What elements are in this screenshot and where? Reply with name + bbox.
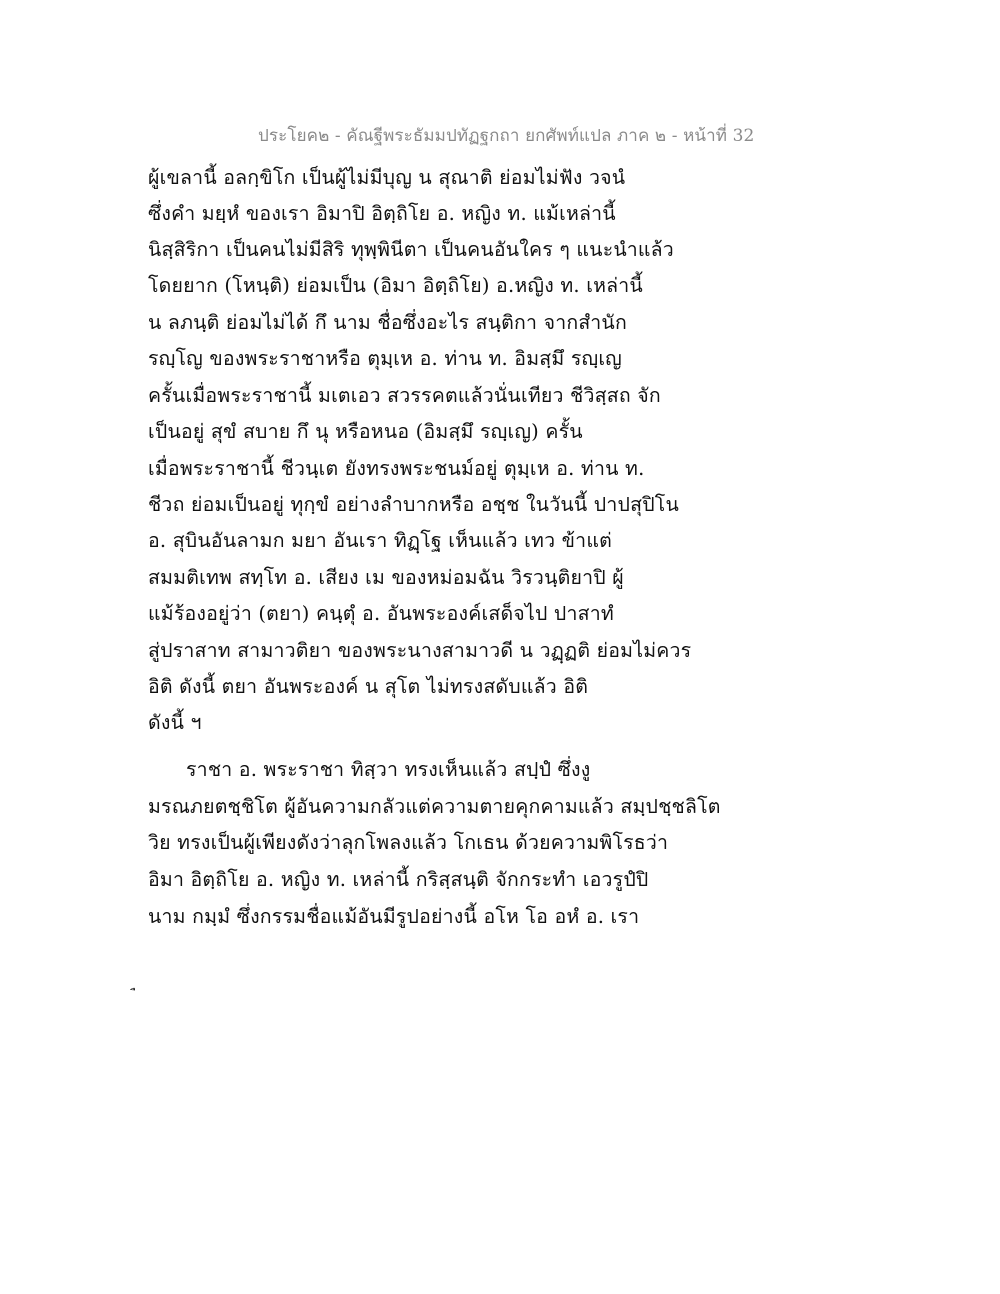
text-line: รญฺโญ ของพระราชาหรือ ตุมฺเห อ. ท่าน ท. อิมสฺมึ รญฺเญ: [148, 347, 623, 370]
stray-vowel-mark: [136, 990, 146, 998]
text-line: ชีวถ ย่อมเป็นอยู่ ทุกฺขํ อย่างลำบากหรือ อชฺช ในวันนี้ ปาปสุปิโน: [148, 493, 679, 516]
text-line: น ลภนฺติ ย่อมไม่ได้ กึ นาม ชื่อซึ่งอะไร สนฺติกา จากสำนัก: [148, 311, 627, 334]
text-line: เป็นอยู่ สุขํ สบาย กึ นุ หรือหนอ (อิมสฺมึ รญฺเญ) ครั้น: [148, 420, 583, 443]
text-line: อ. สุบินอันลามก มยา อันเรา ทิฏฺโฐ เห็นแล้ว เทว ข้าแต่: [148, 529, 612, 552]
text-line: โดยยาก (โหนฺติ) ย่อมเป็น (อิมา อิตฺถิโย) อ.หญิง ท. เหล่านี้: [148, 274, 643, 297]
text-line: มรณภยตชฺชิโต ผู้อันความกลัวแต่ความตายคุกคามแล้ว สมฺปชฺชลิโต: [148, 795, 721, 818]
text-line: นาม กมฺมํ ซึ่งกรรมชื่อแม้อันมีรูปอย่างนี้ อโห โอ อหํ อ. เรา: [148, 905, 640, 928]
text-line: ดังนี้ ฯ: [148, 711, 202, 734]
text-line: ราชา อ. พระราชา ทิสฺวา ทรงเห็นแล้ว สปฺปํ ซึ่งงู: [186, 758, 591, 781]
text-line: ซึ่งคำ มยฺหํ ของเรา อิมาปิ อิตฺถิโย อ. หญิง ท. แม้เหล่านี้: [148, 202, 616, 225]
text-line: นิสฺสิริกา เป็นคนไม่มีสิริ ทุพฺพินีตา เป็นคนอันใคร ๆ แนะนำแล้ว: [148, 238, 674, 261]
text-line: เมื่อพระราชานี้ ชีวนฺเต ยังทรงพระชนม์อยู่ ตุมฺเห อ. ท่าน ท.: [148, 457, 645, 480]
text-line: ครั้นเมื่อพระราชานี้ มเตเอว สวรรคตแล้วนั่นเทียว ชีวิสฺสถ จัก: [148, 384, 661, 407]
text-line: สู่ปราสาท สามาวติยา ของพระนางสามาวดี น วฏฺฏติ ย่อมไม่ควร: [148, 639, 692, 662]
text-line: อิมา อิตฺถิโย อ. หญิง ท. เหล่านี้ กริสฺสนฺติ จักกระทำ เอวรูปํปิ: [148, 868, 649, 891]
text-line: แม้ร้องอยู่ว่า (ตยา) คนฺตุํ อ. อันพระองค์เสด็จไป ปาสาทํ: [148, 602, 614, 625]
text-line: สมมติเทพ สทฺโท อ. เสียง เม ของหม่อมฉัน วิรวนฺติยาปิ ผู้: [148, 566, 624, 589]
text-line: ผู้เขลานี้ อลกฺขิโก เป็นผู้ไม่มีบุญ น สุณาติ ย่อมไม่ฟัง วจนํ: [148, 166, 626, 189]
page-header: ประโยค๒ - คัณฐีพระธัมมปทัฏฐกถา ยกศัพท์แปล ภาค ๒ - หน้าที่ 32: [258, 126, 755, 146]
text-line: วิย ทรงเป็นผู้เพียงดังว่าลุกโพลงแล้ว โกเธน ด้วยความพิโรธว่า: [148, 831, 669, 854]
text-line: อิติ ดังนี้ ตยา อันพระองค์ น สุโต ไม่ทรงสดับแล้ว อิติ: [148, 675, 589, 698]
